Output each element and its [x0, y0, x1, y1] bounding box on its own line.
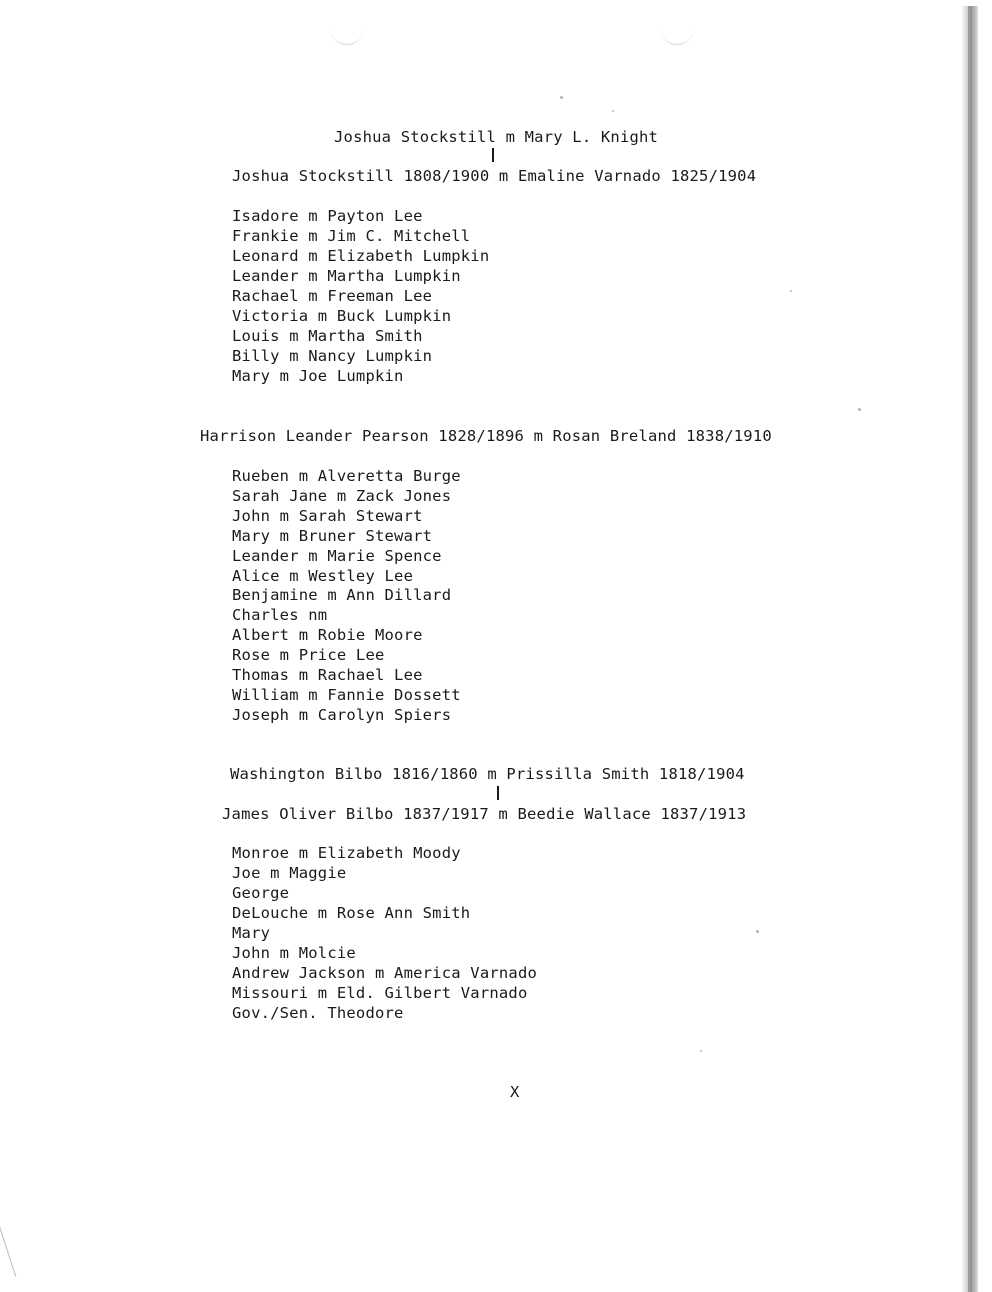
parents-line: Joshua Stockstill m Mary L. Knight	[334, 128, 659, 146]
child-entry: Rachael m Freeman Lee	[232, 287, 433, 305]
couple-line: Joshua Stockstill 1808/1900 m Emaline Varnado 1825/1904	[232, 167, 757, 185]
child-entry: Gov./Sen. Theodore	[232, 1004, 404, 1022]
child-entry: Mary m Bruner Stewart	[232, 527, 433, 545]
child-entry: Isadore m Payton Lee	[232, 207, 423, 225]
child-entry: Benjamine m Ann Dillard	[232, 586, 452, 604]
child-entry: Joseph m Carolyn Spiers	[232, 706, 452, 724]
child-entry: Andrew Jackson m America Varnado	[232, 964, 538, 982]
couple-line: James Oliver Bilbo 1837/1917 m Beedie Wallace 1837/1913	[222, 805, 747, 823]
child-entry: Victoria m Buck Lumpkin	[232, 307, 452, 325]
child-entry: Leonard m Elizabeth Lumpkin	[232, 247, 490, 265]
scan-speck	[858, 408, 861, 411]
punch-mark-left	[330, 28, 364, 45]
scan-speck	[612, 110, 614, 112]
child-entry: George	[232, 884, 290, 902]
child-entry: Mary m Joe Lumpkin	[232, 367, 404, 385]
scan-speck	[790, 290, 792, 292]
child-entry: Albert m Robie Moore	[232, 626, 423, 644]
child-entry: Louis m Martha Smith	[232, 327, 423, 345]
child-entry: John m Molcie	[232, 944, 356, 962]
child-entry: Monroe m Elizabeth Moody	[232, 844, 461, 862]
child-entry: Sarah Jane m Zack Jones	[232, 487, 452, 505]
corner-mark	[0, 1219, 16, 1276]
punch-mark-right	[660, 28, 694, 45]
child-entry: Leander m Martha Lumpkin	[232, 267, 461, 285]
child-entry: Mary	[232, 924, 271, 942]
child-entry: Charles nm	[232, 606, 328, 624]
child-entry: Joe m Maggie	[232, 864, 347, 882]
page-edge-line	[968, 6, 972, 1292]
child-entry: Rueben m Alveretta Burge	[232, 467, 461, 485]
couple-line: Harrison Leander Pearson 1828/1896 m Rosan Breland 1838/1910	[200, 427, 772, 445]
child-entry: Alice m Westley Lee	[232, 567, 414, 585]
scan-speck	[560, 96, 563, 99]
child-entry: Thomas m Rachael Lee	[232, 666, 423, 684]
child-entry: Missouri m Eld. Gilbert Varnado	[232, 984, 528, 1002]
child-entry: John m Sarah Stewart	[232, 507, 423, 525]
scan-speck	[756, 930, 759, 933]
child-entry: Leander m Marie Spence	[232, 547, 442, 565]
child-entry: Billy m Nancy Lumpkin	[232, 347, 433, 365]
descent-connector	[497, 786, 499, 800]
descent-connector	[492, 148, 494, 162]
scan-speck	[700, 1050, 702, 1052]
child-entry: Rose m Price Lee	[232, 646, 385, 664]
child-entry: DeLouche m Rose Ann Smith	[232, 904, 471, 922]
parents-line: Washington Bilbo 1816/1860 m Prissilla Smith 1818/1904	[230, 765, 745, 783]
page-number: X	[510, 1083, 520, 1101]
child-entry: Frankie m Jim C. Mitchell	[232, 227, 471, 245]
child-entry: William m Fannie Dossett	[232, 686, 461, 704]
